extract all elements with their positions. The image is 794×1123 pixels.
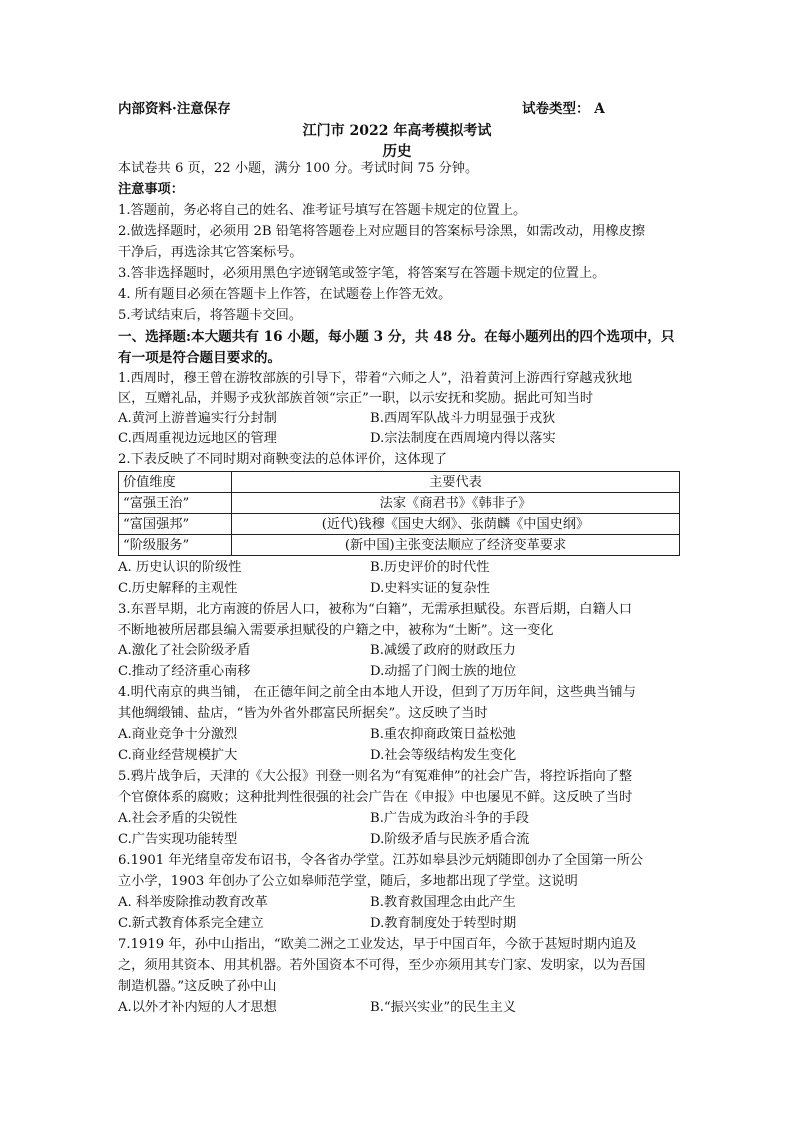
table-cell: (新中国)主张变法顺应了经济变革要求: [232, 535, 680, 556]
section-heading-cont: 有一项是符合题目要求的。: [118, 350, 282, 366]
question-1-stem: 1.西周时，穆王曾在游牧部族的引导下，带着“六师之人”，沿着黄河上游西行穿越戎狄地: [118, 371, 632, 386]
exam-intro: 本试卷共 6 页，22 小题，满分 100 分。考试时间 75 分钟。: [118, 161, 479, 176]
q6-option-b: B.教育救国理念由此产生: [370, 895, 516, 910]
section-heading: 一、选择题:本大题共有 16 小题，每小题 3 分，共 48 分。在每小题列出的四个选项中，只: [118, 329, 675, 345]
q4-option-d: D.社会等级结构发生变化: [370, 748, 517, 763]
q6-option-c: C.新式教育体系完全建立: [118, 916, 264, 931]
q5-option-c: C.广告实现功能转型: [118, 832, 238, 847]
notes-heading: 注意事项：: [118, 182, 184, 197]
note-line: 4. 所有题目必须在答题卡上作答，在试题卷上作答无效。: [118, 287, 452, 302]
q6-option-a: A. 科举废除推动教育改革: [118, 895, 268, 910]
table-cell: “富国强邦”: [119, 514, 232, 535]
q2-option-a: A. 历史认识的阶级性: [118, 560, 242, 575]
question-7-stem: 7.1919 年，孙中山指出，“欧美二洲之工业发达，早于中国百年，今欲于甚短时期内追及: [118, 937, 637, 952]
evaluation-table: [118, 471, 680, 556]
q3-option-c: C.推动了经济重心南移: [118, 664, 251, 679]
q3-option-a: A.激化了社会阶级矛盾: [118, 643, 251, 658]
q7-option-b: B.“振兴实业”的民生主义: [370, 1000, 517, 1015]
exam-title: 江门市 2022 年高考模拟考试: [302, 123, 492, 139]
question-7-stem: 制造机器。”这反映了孙中山: [118, 979, 277, 994]
q2-option-c: C.历史解释的主观性: [118, 581, 238, 596]
question-2-stem: 2.下表反映了不同时期对商鞅变法的总体评价，这体现了: [118, 452, 448, 467]
note-line: 5.考试结束后，将答题卡交回。: [118, 308, 303, 323]
q1-option-b: B.西周军队战斗力明显强于戎狄: [370, 411, 556, 426]
question-6-stem: 立小学，1903 年创办了公立如皋师范学堂，随后，多地都出现了学堂。这说明: [118, 874, 578, 889]
note-line: 3.答非选择题时，必须用黑色字迹钢笔或签字笔，将答案写在答题卡规定的位置上。: [118, 266, 606, 281]
question-1-stem: 区，互赠礼品，并赐予戎狄部族首领“宗正”一职，以示安抚和奖励。据此可知当时: [118, 391, 594, 406]
question-4-stem: 其他绸缎铺、盐店，“皆为外省外郡富民所据矣”。这反映了当时: [118, 706, 488, 721]
table-row: [119, 514, 680, 535]
question-3-stem: 3.东晋早期，北方南渡的侨居人口，被称为“白籍”，无需承担赋役。东晋后期，白籍人口: [118, 602, 632, 617]
q2-option-b: B.历史评价的时代性: [370, 560, 490, 575]
q3-option-d: D.动摇了门阀士族的地位: [370, 664, 517, 679]
q2-option-d: D.史料实证的复杂性: [370, 581, 490, 596]
q7-option-a: A.以外才补内短的人才思想: [118, 1000, 277, 1015]
table-row: [119, 535, 680, 556]
table-header-cell: 价值维度: [119, 472, 232, 493]
header-confidential: 内部资料·注意保存: [118, 101, 231, 117]
q6-option-d: D.教育制度处于转型时期: [370, 916, 517, 931]
note-line: 1.答题前，务必将自己的姓名、准考证号填写在答题卡规定的位置上。: [118, 203, 527, 218]
question-6-stem: 6.1901 年光绪皇帝发布诏书，令各省办学堂。江苏如皋县沙元炳随即创办了全国第一所公: [118, 853, 644, 868]
q1-option-a: A.黄河上游普遍实行分封制: [118, 411, 277, 426]
q1-option-d: D.宗法制度在西周境内得以落实: [370, 431, 556, 446]
note-line: 2.做选择题时，必须用 2B 铅笔将答题卷上对应题目的答案标号涂黑，如需改动，用橡皮擦: [118, 224, 645, 239]
question-4-stem: 4.明代南京的典当铺， 在正德年间之前全由本地人开设，但到了万历年间，这些典当铺与: [118, 685, 636, 700]
question-5-stem: 个官僚体系的腐败；这种批判性很强的社会广告在《申报》中也屡见不鲜。这反映了当时: [118, 790, 633, 805]
q5-option-a: A.社会矛盾的尖锐性: [118, 811, 238, 826]
table-cell: 法家《商君书》《韩非子》: [232, 493, 680, 514]
table-cell: “阶级服务”: [119, 535, 232, 556]
table-header-row: [119, 472, 680, 493]
q4-option-c: C.商业经营规模扩大: [118, 748, 238, 763]
question-5-stem: 5.鸦片战争后，天津的《大公报》刊登一则名为“有冤难伸”的社会广告，将控诉指向了整: [118, 769, 632, 784]
q4-option-b: B.重农抑商政策日益松弛: [370, 727, 516, 742]
header-paper-type: 试卷类型： A: [522, 101, 605, 117]
question-3-stem: 不断地被所居郡县编入需要承担赋役的户籍之中，被称为“土断”。这一变化: [118, 623, 554, 638]
q1-option-c: C.西周重视边远地区的管理: [118, 431, 277, 446]
exam-subject: 历史: [382, 143, 412, 160]
q5-option-d: D.阶级矛盾与民族矛盾合流: [370, 832, 530, 847]
table-cell: “富强王治”: [119, 493, 232, 514]
q3-option-b: B.减缓了政府的财政压力: [370, 643, 516, 658]
q5-option-b: B.广告成为政治斗争的手段: [370, 811, 529, 826]
q4-option-a: A.商业竞争十分激烈: [118, 727, 238, 742]
table-row: [119, 493, 680, 514]
note-line: 干净后，再选涂其它答案标号。: [118, 245, 303, 260]
question-7-stem: 之，须用其资本、用其机器。若外国资本不可得，至少亦须用其专门家、发明家，以为吾国: [118, 958, 646, 973]
table-header-cell: 主要代表: [232, 472, 680, 493]
table-cell: (近代)钱穆《国史大纲》、张荫麟《中国史纲》: [232, 514, 680, 535]
